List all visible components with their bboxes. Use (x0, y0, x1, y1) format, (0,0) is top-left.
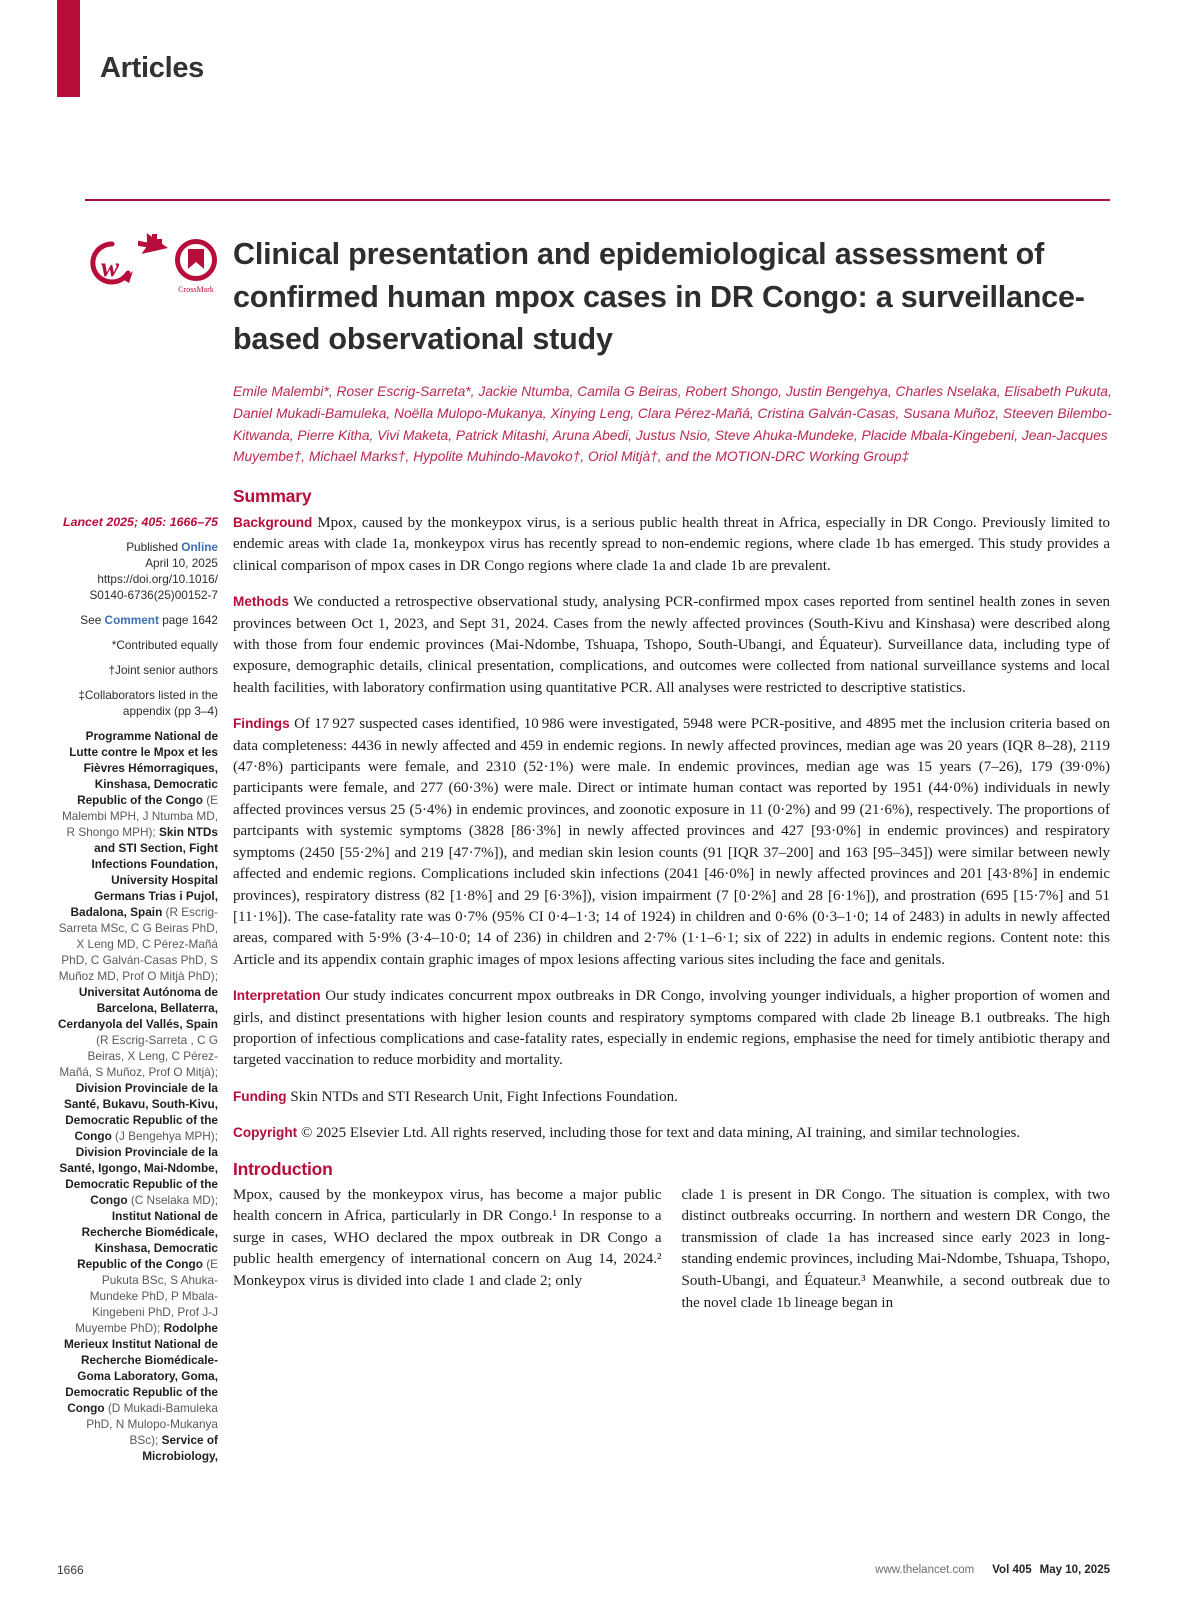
lancet-web-extra-icon: w (88, 238, 136, 295)
summary-funding: Funding Skin NTDs and STI Research Unit, Fight Infections Foundation. (233, 1088, 678, 1105)
comment-link[interactable]: Comment (104, 613, 159, 627)
doi-link-line2[interactable]: S0140-6736(25)00152-7 (89, 588, 218, 602)
crossmark-label: CrossMark (178, 285, 214, 294)
section-label: Articles (100, 52, 204, 84)
published-date: April 10, 2025 (145, 556, 218, 570)
see-comment-block: See Comment page 1642 (80, 613, 218, 627)
summary-heading: Summary (233, 486, 312, 506)
crossmark-icon[interactable] (174, 238, 218, 294)
online-link[interactable]: Online (181, 540, 218, 554)
thelancet-link[interactable]: www.thelancet.com (875, 1564, 975, 1576)
methods-label: Methods (233, 594, 289, 610)
affiliations: Programme National de Lutte contre le Mpox et les Fièvres Hémorragiques, Kinshasa, Democratic Republic of the Congo (E Malembi MPH, J Ntumba MD, R Shongo MPH); Skin NTDs and STI Section, Fight Infections Foundation, University Hospital Germans Trias i Pujol, Badalona, Spain (R Escrig-Sarreta MSc, C G Beiras PhD, X Leng MD, C Pérez-Mañá PhD, C Galván-Casas PhD, S Muñoz MD, Prof O Mitjà PhD); Universitat Autónoma de Barcelona, Bellaterra, Cerdanyola del Vallés, Spain (R Escrig-Sarreta , C G Beiras, X Leng, C Pérez-Mañá, S Muñoz, Prof O Mitjà); Division Provinciale de la Santé, Bukavu, South-Kivu, Democratic Republic of the Congo (J Bengehya MPH); Division Provinciale de la Santé, Igongo, Mai-Ndombe, Democratic Republic of the Congo (C Nselaka MD); Institut National de Recherche Biomédicale, Kinshasa, Democratic Republic of the Congo (E Pukuta BSc, S Ahuka-Mundeke PhD, P Mbala-Kingebeni PhD, Prof J-J Muyembe PhD); Rodolphe Merieux Institut National de Recherche Biomédicale-Goma Laboratory, Goma, Democratic Republic of the Congo (D Mukadi-Bamuleka PhD, N Mulopo-Mukanya BSc); Service of Microbiology, (58, 729, 218, 1463)
interpretation-label: Interpretation (233, 988, 321, 1004)
note-collaborators: ‡Collaborators listed in the appendix (pp 3–4) (78, 688, 218, 718)
copyright-label: Copyright (233, 1125, 298, 1141)
page-number: 1666 (57, 1563, 84, 1577)
main-column (233, 486, 1110, 1314)
background-label: Background (233, 515, 313, 530)
introduction-heading: Introduction (233, 1158, 333, 1179)
funding-label: Funding (233, 1088, 287, 1104)
articles-red-bar (57, 0, 80, 97)
summary-methods: Methods We conducted a retrospective observational study, analysing PCR-confirmed mpox cases reported from sentinel health zones in seven provinces between Oct 1, 2023, and Sept 31, 2024. Cases from the newly affected provinces (South-Kivu and Kinshasa) were described along with those from four endemic provinces (Mai-Ndombe, Tshuapa, Tshopo, South-Ubangi, and Équateur). Surveillance data, including type of exposure, demographic details, clinical presentation, complications, and outcomes were collected from national surveillance systems and local health facilities, with laboratory confirmation using quantitative PCR. All analyses were restricted to descriptive statistics. (233, 594, 1110, 696)
published-online-block: Published Online April 10, 2025 https://doi.org/10.1016/ S0140-6736(25)00152-7 (89, 540, 218, 602)
article-title: Clinical presentation and epidemiological assessment of confirmed human mpox cases in DR Congo: a surveillance-based observational study (233, 237, 1085, 356)
citation: Lancet 2025; 405: 1666–75 (63, 515, 218, 529)
footer-date: May 10, 2025 (1039, 1564, 1110, 1576)
doi-link-line1[interactable]: https://doi.org/10.1016/ (97, 572, 218, 586)
cursor-plus-icon (138, 232, 176, 297)
note-contributed: *Contributed equally (111, 638, 218, 652)
introduction-column-left: Mpox, caused by the monkeypox virus, has become a major public health concern in Africa, particularly in DR Congo.¹ In response to a surge in cases, WHO declared the mpox outbreak in DR Congo a public health emergency of international concern on Aug 14, 2024.² Monkeypox virus is divided into clade 1 and clade 2; only (233, 1186, 662, 1289)
note-joint-senior: †Joint senior authors (108, 663, 218, 677)
title-icons (88, 232, 218, 304)
footer-right (233, 1564, 1110, 1576)
footer-volume: Vol 405 (992, 1564, 1032, 1576)
title-divider-rule (85, 199, 1110, 201)
introduction-columns (233, 1185, 1110, 1315)
summary-copyright: Copyright © 2025 Elsevier Ltd. All rights reserved, including those for text and data mining, AI training, and similar technologies. (233, 1125, 1021, 1142)
summary-background: Background Mpox, caused by the monkeypox virus, is a serious public health threat in Africa, especially in DR Congo. Previously limited to endemic areas with clade 1a, monkeypox virus has recently spread to non-endemic regions, where clade 1b has emerged. This study provides a clinical comparison of mpox cases in DR Congo regions where clade 1a and clade 1b are prevalent. (233, 515, 1111, 574)
summary-interpretation: Interpretation Our study indicates concurrent mpox outbreaks in DR Congo, involving younger individuals, a higher proportion of women and girls, and distinct presentations with higher lesion counts and respiratory symptoms compared with clade 2b lineage B.1 outbreaks. The high proportion of infectious complications and case-fatality rates, especially in endemic regions, emphasise the need for timely antibiotic therapy and targeted vaccination to reduce morbidity and mortality. (233, 988, 1111, 1069)
sidebar (57, 514, 218, 1464)
author-list: Emile Malembi*, Roser Escrig-Sarreta*, Jackie Ntumba, Camila G Beiras, Robert Shongo, Justin Bengehya, Charles Nselaka, Elisabeth Pukuta, Daniel Mukadi-Bamuleka, Noëlla Mulopo-Mukanya, Xinying Leng, Clara Pérez-Mañá, Cristina Galván-Casas, Susana Muñoz, Steeven Bilembo-Kitwanda, Pierre Kitha, Vivi Maketa, Patrick Mitashi, Aruna Abedi, Justus Nsio, Steve Ahuka-Mundeke, Placide Mbala-Kingebeni, Jean-Jacques Muyembe†, Michael Marks†, Hypolite Muhindo-Mavoko†, Oriol Mitjà†, and the MOTION-DRC Working Group‡ (233, 384, 1112, 465)
findings-label: Findings (233, 716, 290, 732)
introduction-column-right: clade 1 is present in DR Congo. The situation is complex, with two distinct outbreaks occurring. In northern and western DR Congo, the transmission of clade 1a has increased since early 2023 in long-standing endemic provinces, including Mai-Ndombe, Tshuapa, Tshopo, South-Ubangi, and Équateur.³ Meanwhile, a second outbreak due to the novel clade 1b lineage began in (681, 1186, 1110, 1311)
summary-findings: Findings Of 17 927 suspected cases identified, 10 986 were investigated, 5948 were PCR-positive, and 4895 met the inclusion criteria based on data completeness: 4436 in newly affected and 459 in endemic regions. In newly affected provinces, median age was 20 years (IQR 8–28), 2119 (47·8%) participants were female, and 2310 (52·1%) were male. In endemic provinces, median age was 15 years (7–26), 179 (39·0%) participants were female, and 277 (60·3%) were male. Direct or intimate human contact was reported by 1951 (44·0%) individuals in newly affected provinces versus 25 (5·4%) in endemic provinces, and zoonotic exposure in 11 (0·2%) and 99 (21·6%), respectively. The proportions of partcipants with systemic symptoms (3828 [86·3%] in newly affected provinces and 427 [93·0%] in endemic provinces) and respiratory symptoms (2450 [55·2%] and 219 [47·7%]), and median skin lesion counts (91 [IQR 37–200] and 163 [95–345]) were similar between newly affected and endemic regions. Complications included skin infections (2041 [46·0%] in newly affected provinces and 201 [43·8%] in endemic provinces), respiratory distress (82 [1·8%] and 29 [6·3%]), vision impairment (7 [0·2%] and 28 [6·1%]), and prostration (695 [15·7%] and 51 [11·1%]). The case-fatality rate was 0·7% (95% CI 0·4–1·3; 14 of 1924) in children and 0·6% (0·3–1·0; 14 of 2483) in adults in newly affected areas, compared with 5·9% (3·4–10·0; 14 of 236) in children and 2·7% (1·1–6·1; six of 222) in adults in endemic regions. Content note: this Article and its appendix contain graphic images of mpox lesions affecting various sites including the face and genitals. (233, 716, 1111, 968)
